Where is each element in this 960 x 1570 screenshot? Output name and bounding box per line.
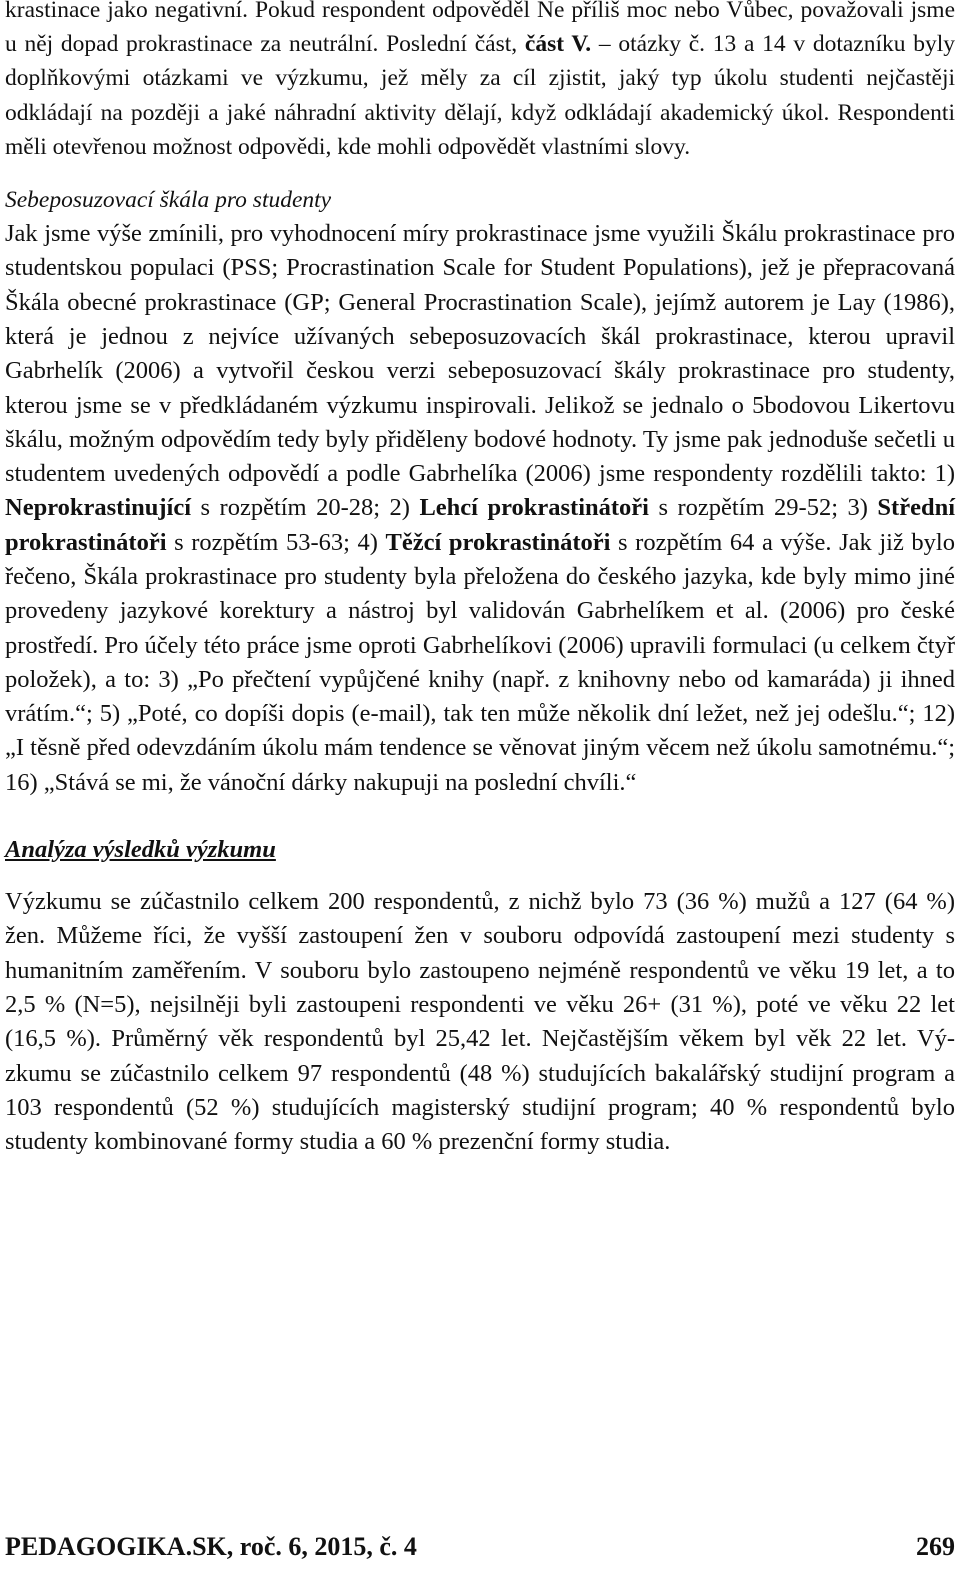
bold-term: Neprokrastinující [5,494,192,522]
journal-citation: PEDAGOGIKA.SK, roč. 6, 2015, č. 4 [5,1532,417,1561]
text-run: s rozpětím 29-52; 3) [648,494,878,522]
text-run: Jak jsme výše zmínili, pro vyhodnocení míry prokrastinace jsme využili Škálu prokrastinace pro studentskou populaci (PSS; Procrastination Scale for Student Populations), jež je přepracovaná Škála obecné prokrastinace (GP; General Procrastination Scale), jejímž autorem je Lay (1986), která je jednou z nejvíce užívaných sebeposuzovacích škál prokrastinace, kterou upravil Gabrhelík (2006) a vytvořil českou verzi sebeposuzovací škály prokrastinace pro studenty, kterou jsme se v předkládaném výzkumu inspirovali. Jelikož se jednalo o 5bodovou Likertovu škálu, možným odpovědím tedy byly přiděleny bodové hodnoty. Ty jsme pak jednoduše sečetli u studentem uvedených odpovědí a podle Gabrhelíka (2006) jsme respondenty rozdělili takto: 1) [5,220,955,488]
text-run: – otázky č. 13 a 14 v dotazníku byly doplňkovými otázkami ve výzkumu, jež měly za cíl zjistit, jaký typ úkolu studenti nejčastěji odkládají na později a jaké náhradní aktivity dělají, když odkládají akademický úkol. Respondenti měli otevřenou možnost odpovědi, kde mohli odpovědět vlastními slovy. [5,31,956,160]
page-footer [5,1530,955,1564]
results-section-heading: Analýza výsledků výzkumu [5,836,276,864]
scale-subheading: Sebeposuzovací škála pro studenty [5,187,332,214]
scale-paragraph [5,217,955,800]
intro-paragraph [5,0,955,164]
bold-term: Střední prokrastinátoři [5,494,955,556]
text-run: krastinace jako negativní. Pokud respondent odpověděl Ne příliš moc nebo Vůbec, považovali jsme u něj dopad prokrastinace za neutrální. Poslední část, [5,0,955,58]
page-number: 269 [916,1532,955,1561]
text-run: s rozpětím 53-63; 4) [166,528,386,556]
results-paragraph: Výzkumu se zúčastnilo celkem 200 respondentů, z nichž bylo 73 (36 %) mužů a 127 (64 %) žen. Můžeme říci, že vyšší zastoupení žen v souboru odpovídá zastoupení mezi studenty s humanitním zaměřením. V souboru bylo zastoupeno nejméně respondentů ve věku 19 let, a to 2,5 % (N=5), nejsilněji byli zastoupeni respondenti ve věku 26+ (31 %), poté ve věku 22 let (16,5 %). Průměrný věk respondentů byl 25,42 let. Nejčastějším věkem byl věk 22 let. Výzkumu se zúčastnilo celkem 97 respondentů (48 %) studujících bakalářský studijní program a 103 respondentů (52 %) studujících magisterský studijní program; 40 % respondentů bylo studenty kombinované formy studia a 60 % prezenční formy studia. [5,888,955,1156]
text-run: s rozpětím 20-28; 2) [191,494,420,522]
bold-term: Lehcí prokrastinátoři [419,494,649,522]
bold-term: Těžcí prokrastinátoři [385,528,611,556]
document-page [5,0,955,1159]
bold-term: část V. [524,31,592,58]
text-run: s rozpětím 64 a výše. Jak již bylo řečeno, Škála prokrastinace pro studenty byla přeložena do českého jazyka, kde byly mimo jiné provedeny jazykové korektury a nástroj byl validován Gabrhelíkem et al. (2006) pro české prostředí. Pro účely této práce jsme oproti Gabrhelíkovi (2006) upravili formulaci (u celkem čtyř položek), a to: 3) „Po přečtení vypůjčené knihy (např. z knihovny nebo od kamaráda) ji ihned vrátím.“; 5) „Poté, co dopíši dopis (e-mail), tak ten může několik dní ležet, než jej odešlu.“; 12) „I těsně před odevzdáním úkolu mám tendence se věnovat jiným věcem než úkolu samotnému.“; 16) „Stává se mi, že vánoční dárky nakupuji na poslední chvíli.“ [5,528,955,796]
